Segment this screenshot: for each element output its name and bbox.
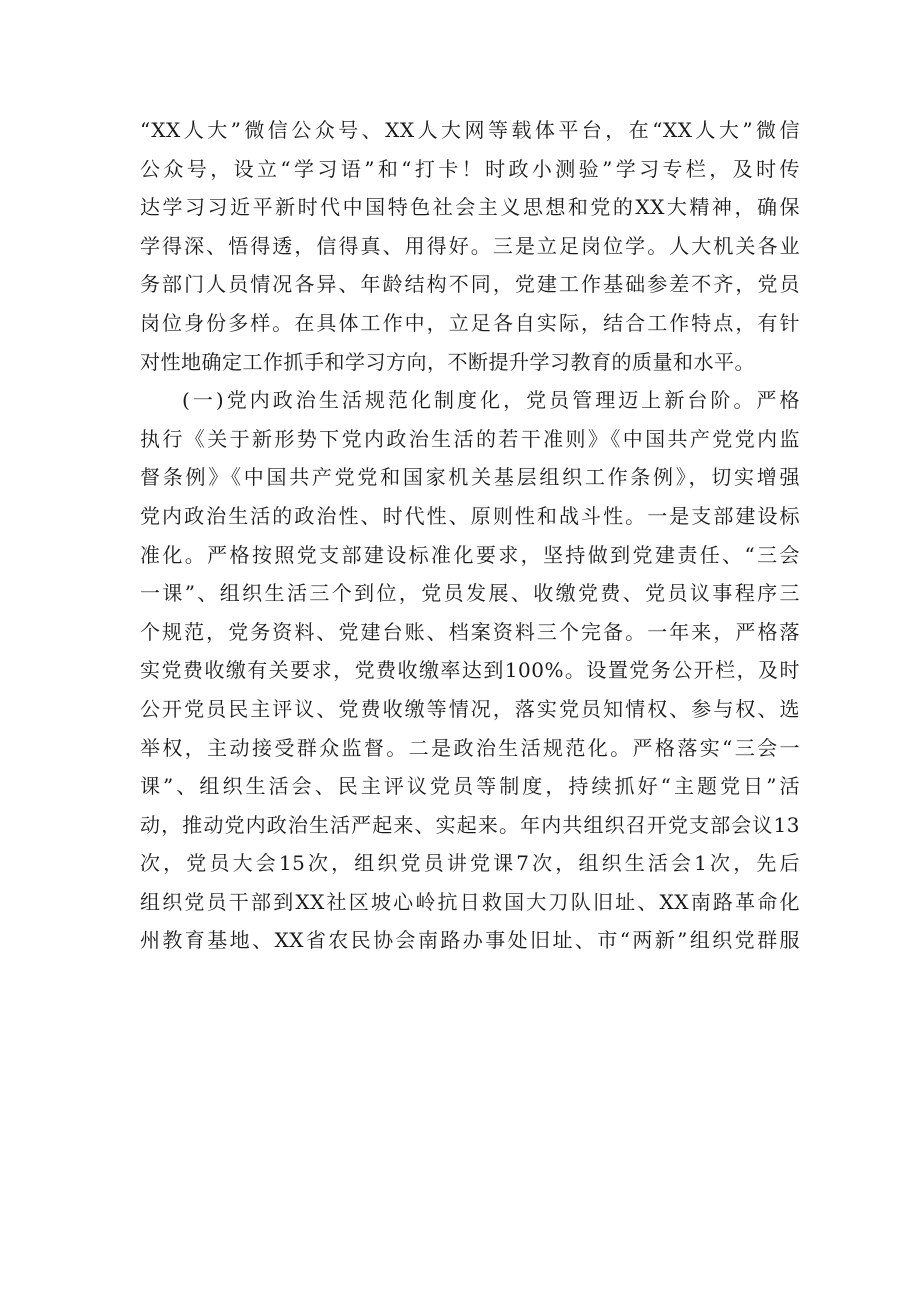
text-line: 次，党员大会15次，组织党员讲党课7次，组织生活会1次，先后 <box>140 851 800 876</box>
text-line: 个规范，党务资料、党建台账、档案资料三个完备。一年来，严格落 <box>140 619 800 644</box>
text-line: 岗位身份多样。在具体工作中，立足各自实际，结合工作特点，有针 <box>140 310 800 335</box>
text-line: 学得深、悟得透，信得真、用得好。三是立足岗位学。人大机关各业 <box>140 233 800 258</box>
text-line: 党内政治生活的政治性、时代性、原则性和战斗性。一是支部建设标 <box>140 503 800 528</box>
text-line: 达学习习近平新时代中国特色社会主义思想和党的XX大精神，确保 <box>140 195 800 220</box>
text-line: 州教育基地、XX省农民协会南路办事处旧址、市“两新”组织党群服 <box>140 928 800 953</box>
section-heading-line: (一)党内政治生活规范化制度化，党员管理迈上新台阶。严格 <box>182 388 800 413</box>
text-line: 务部门人员情况各异、年龄结构不同，党建工作基础参差不齐，党员 <box>140 272 800 297</box>
text-line: 课”、组织生活会、民主评议党员等制度，持续抓好“主题党日”活 <box>140 774 800 799</box>
text-line: 动，推动党内政治生活严起来、实起来。年内共组织召开党支部会议13 <box>140 812 800 837</box>
text-line: 公开党员民主评议、党费收缴等情况，落实党员知情权、参与权、选 <box>140 696 800 721</box>
text-line: 执行《关于新形势下党内政治生活的若干准则》《中国共产党党内监 <box>140 426 800 451</box>
text-line: 一课”、组织生活三个到位，党员发展、收缴党费、党员议事程序三 <box>140 581 800 606</box>
text-line: 组织党员干部到XX社区坡心岭抗日救国大刀队旧址、XX南路革命化 <box>140 889 800 914</box>
text-line: “XX人大”微信公众号、XX人大网等载体平台，在“XX人大”微信 <box>140 118 800 142</box>
text-line: 实党费收缴有关要求，党费收缴率达到100%。设置党务公开栏，及时 <box>140 658 800 683</box>
text-line: 准化。严格按照党支部建设标准化要求，坚持做到党建责任、“三会 <box>140 542 800 567</box>
text-line: 公众号，设立“学习语”和“打卡！时政小测验”学习专栏，及时传 <box>140 156 800 181</box>
text-line: 举权，主动接受群众监督。二是政治生活规范化。严格落实“三会一 <box>140 735 800 760</box>
paragraph-last-line: 对性地确定工作抓手和学习方向，不断提升学习教育的质量和水平。 <box>140 349 755 374</box>
body-text <box>140 111 800 960</box>
text-line: 督条例》《中国共产党党和国家机关基层组织工作条例》，切实增强 <box>140 465 800 490</box>
